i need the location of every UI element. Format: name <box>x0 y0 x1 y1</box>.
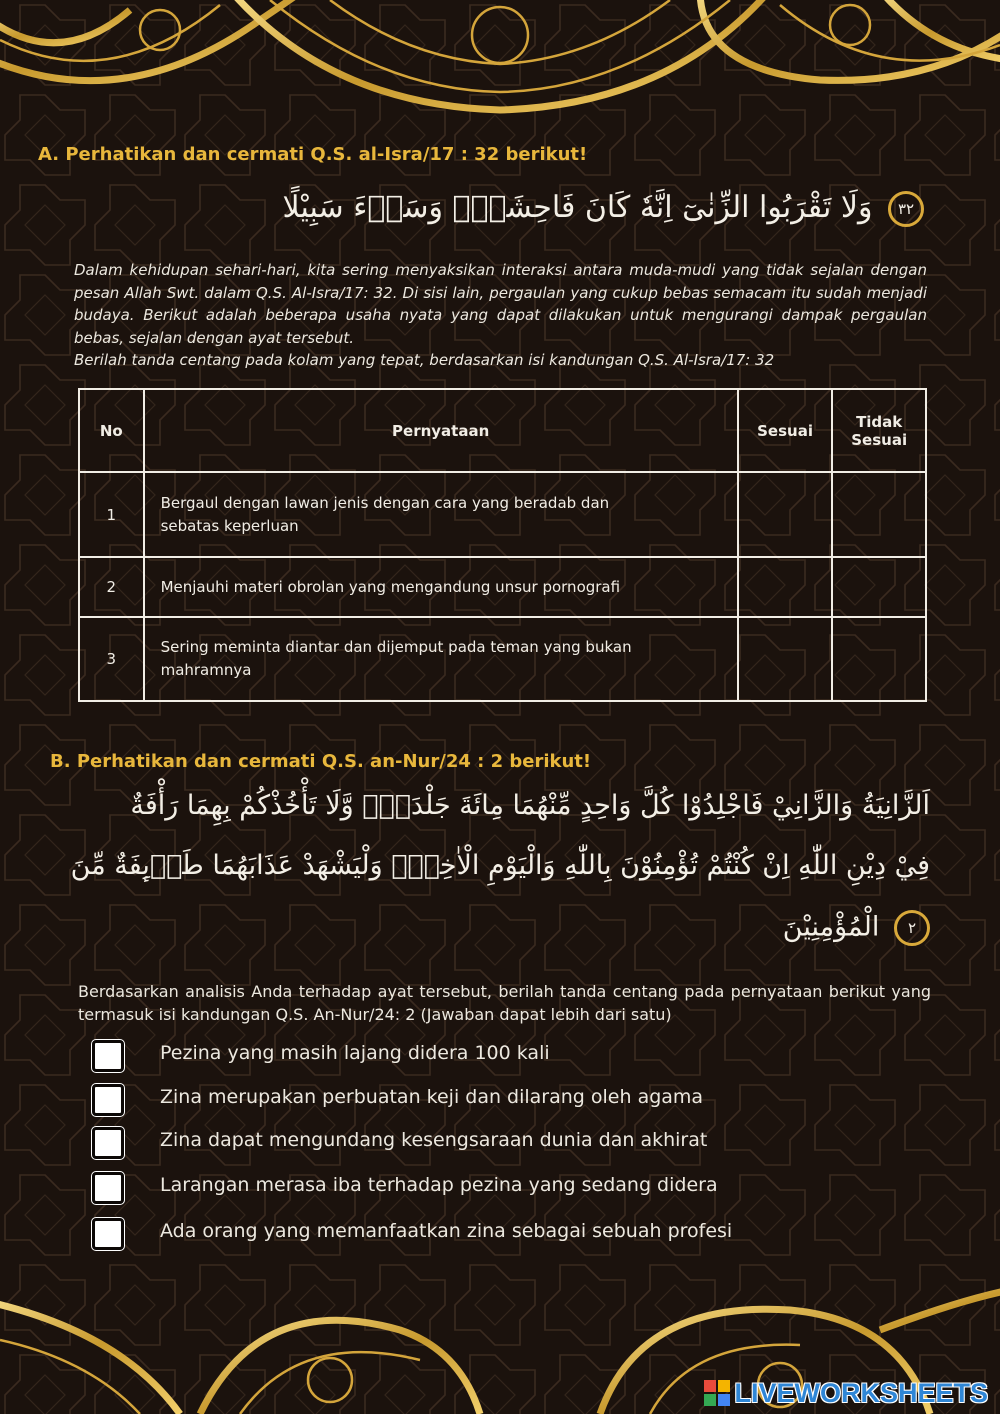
section-a-intro <box>74 259 927 372</box>
option-checkbox[interactable] <box>92 1040 124 1072</box>
header-disagree-line1: Tidak <box>856 412 903 431</box>
agree-check-cell[interactable] <box>738 557 833 617</box>
section-b-title: B. Perhatikan dan cermati Q.S. an-Nur/24 : 2 berikut! <box>50 751 592 772</box>
instruction-paragraph: Berilah tanda centang pada kolam yang tepat, berdasarkan isi kandungan Q.S. Al-Isra/17: 32 <box>74 351 775 369</box>
option-label: Ada orang yang memanfaatkan zina sebagai sebuah profesi <box>160 1220 733 1242</box>
row-statement <box>144 617 738 701</box>
option-label: Pezina yang masih lajang didera 100 kali <box>160 1042 550 1064</box>
arabic-verse-an-nur-line3 <box>783 910 930 946</box>
option-checkbox[interactable] <box>92 1218 124 1250</box>
row-statement-line2: mahramnya <box>160 661 252 679</box>
row-statement <box>144 557 738 617</box>
brand-text: LIVEWORKSHEETS <box>734 1377 988 1408</box>
disagree-check-cell[interactable] <box>832 472 926 557</box>
arabic-verse-text: الْمُؤْمِنِيْنَ <box>782 911 880 943</box>
option-label: Larangan merasa iba terhadap pezina yang sedang didera <box>160 1174 718 1196</box>
option-checkbox[interactable] <box>92 1172 124 1204</box>
statement-table <box>78 388 927 702</box>
header-disagree <box>832 389 926 472</box>
option-checkbox[interactable] <box>92 1084 124 1116</box>
table-row <box>79 557 926 617</box>
row-statement-line1: Sering meminta diantar dan dijemput pada teman yang bukan <box>160 638 632 656</box>
section-a-title: A. Perhatikan dan cermati Q.S. al-Isra/17 : 32 berikut! <box>38 144 588 165</box>
arabic-verse-text: وَلَا تَقْرَبُوا الزِّنٰىٓ اِنَّهٗ كَانَ فَاحِشَةًۗ وَسَاۤءَ سَبِيْلًا <box>282 190 873 225</box>
option-label: Zina dapat mengundang kesengsaraan dunia dan akhirat <box>160 1129 708 1151</box>
disagree-check-cell[interactable] <box>832 617 926 701</box>
arabic-verse-an-nur-line2: فِيْ دِيْنِ اللّٰهِ اِنْ كُنْتُمْ تُؤْمِنُوْنَ بِاللّٰهِ وَالْيَوْمِ الْاٰخِرِۚ وَلْيَشْهَدْ عَذَابَهُمَا طَاۤىِٕفَةٌ مِّنَ <box>70 850 930 881</box>
row-number: 1 <box>79 472 144 557</box>
row-statement-line1: Menjauhi materi obrolan yang mengandung unsur pornografi <box>160 577 621 596</box>
option-label: Zina merupakan perbuatan keji dan dilarang oleh agama <box>160 1086 704 1108</box>
intro-paragraph: Dalam kehidupan sehari-hari, kita sering menyaksikan interaksi antara muda-mudi yang tidak sejalan dengan pesan Allah Swt. dalam Q.S. Al-Isra/17: 32. Di sisi lain, pergaulan yang cukup bebas semacam itu sudah menjadi budaya. Berikut adalah beberapa usaha nyata yang dapat dilakukan untuk mengurangi dampak pergaulan bebas, sejalan dengan ayat tersebut. <box>74 261 927 347</box>
table-header-row <box>79 389 926 472</box>
row-number: 2 <box>79 557 144 617</box>
option-checkbox[interactable] <box>92 1127 124 1159</box>
agree-check-cell[interactable] <box>738 472 833 557</box>
row-number: 3 <box>79 617 144 701</box>
header-agree: Sesuai <box>738 389 833 472</box>
arabic-verse-al-isra <box>283 190 924 227</box>
table-row <box>79 617 926 701</box>
row-statement-line1: Bergaul dengan lawan jenis dengan cara yang beradab dan <box>160 493 610 512</box>
ayah-number-badge: ٣٢ <box>888 191 924 227</box>
header-no: No <box>79 389 144 472</box>
row-statement-line2: sebatas keperluan <box>160 516 299 535</box>
header-disagree-line2: Sesuai <box>851 430 908 449</box>
row-statement <box>144 472 738 557</box>
ayah-number-badge: ٢ <box>894 910 930 946</box>
agree-check-cell[interactable] <box>738 617 833 701</box>
table-row <box>79 472 926 557</box>
disagree-check-cell[interactable] <box>832 557 926 617</box>
section-b-intro: Berdasarkan analisis Anda terhadap ayat tersebut, berilah tanda centang pada pernyataan berikut yang termasuk isi kandungan Q.S. An-Nur/24: 2 (Jawaban dapat lebih dari satu) <box>78 982 931 1024</box>
liveworksheets-brand[interactable] <box>704 1378 988 1408</box>
arabic-verse-an-nur-line1: اَلزَّانِيَةُ وَالزَّانِيْ فَاجْلِدُوْا كُلَّ وَاحِدٍ مِّنْهُمَا مِائَةَ جَلْدَةٍۖ وَّلَا تَأْخُذْكُمْ بِهِمَا رَأْفَةٌ <box>130 790 930 821</box>
liveworksheets-logo-icon <box>704 1380 730 1406</box>
header-statement: Pernyataan <box>144 389 738 472</box>
